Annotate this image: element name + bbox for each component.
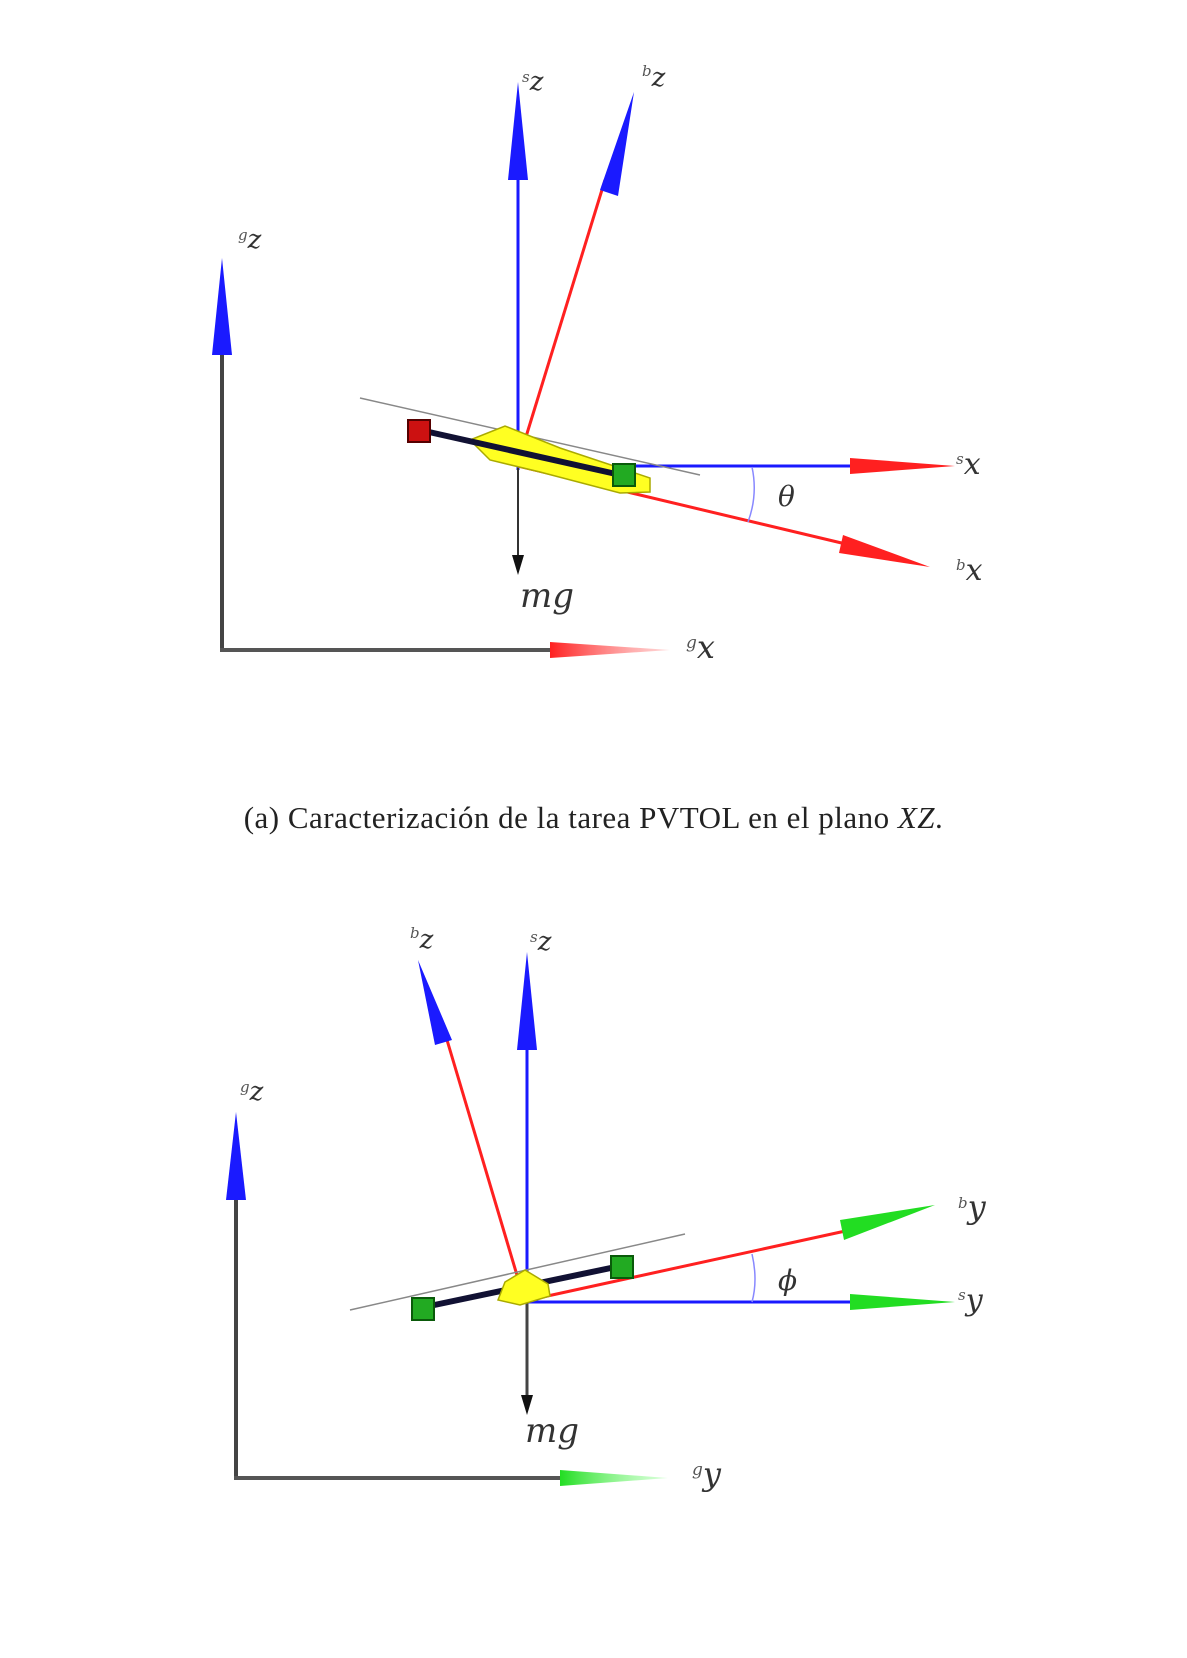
caption-a [0,800,1187,836]
body-x-arrowhead [839,535,930,567]
rotor-left [412,1298,434,1320]
label-body-y: $^b$y [958,1188,986,1226]
ground-z-arrowhead [226,1112,246,1200]
label-ground-x: $^g$x [686,628,715,666]
diagram-yz [226,924,987,1493]
label-mg-b: mg [525,1411,580,1451]
label-ground-z: $^g$z [238,225,262,255]
label-theta: θ [778,480,795,513]
caption-a-end: . [935,800,944,835]
caption-a-text: (a) Caracterización de la tarea PVTOL en el plano [243,800,898,835]
label-phi: ϕ [778,1264,798,1297]
body-y-axis [520,1230,850,1302]
rotor-right [611,1256,633,1278]
label-body-z: $^b$z [642,62,666,93]
label-body-x: $^b$x [956,553,983,588]
theta-arc [748,467,754,522]
spatial-z-arrowhead [517,952,537,1050]
body-y-arrowhead [840,1205,935,1240]
rotor-left [408,420,430,442]
label-ground-z: $^g$z [240,1077,264,1107]
caption-a-math: XZ [897,800,936,835]
rotor-right [613,464,635,486]
body-z-axis [447,1040,522,1292]
spatial-x-arrowhead [850,458,955,474]
spatial-z-arrowhead [508,82,528,180]
label-ground-y: $^g$y [692,1455,721,1493]
ground-x-arrowhead [550,642,670,658]
ground-z-arrowhead [212,258,232,355]
label-spatial-y: $^s$y [958,1283,983,1318]
weight-arrowhead [512,555,524,575]
label-mg-a: mg [520,576,575,616]
label-spatial-x: $^s$x [956,447,981,482]
label-spatial-z: $^s$z [530,927,552,957]
body-z-arrowhead [418,960,452,1045]
label-spatial-z: $^s$z [522,67,544,97]
label-body-z: $^b$z [410,924,434,955]
ground-y-arrowhead [560,1470,668,1486]
diagram-xz [212,62,983,666]
phi-arc [752,1254,755,1302]
vehicle-xz [360,398,700,493]
body-z-arrowhead [600,92,634,196]
spatial-y-arrowhead [850,1294,955,1310]
body-z-axis [525,180,605,440]
